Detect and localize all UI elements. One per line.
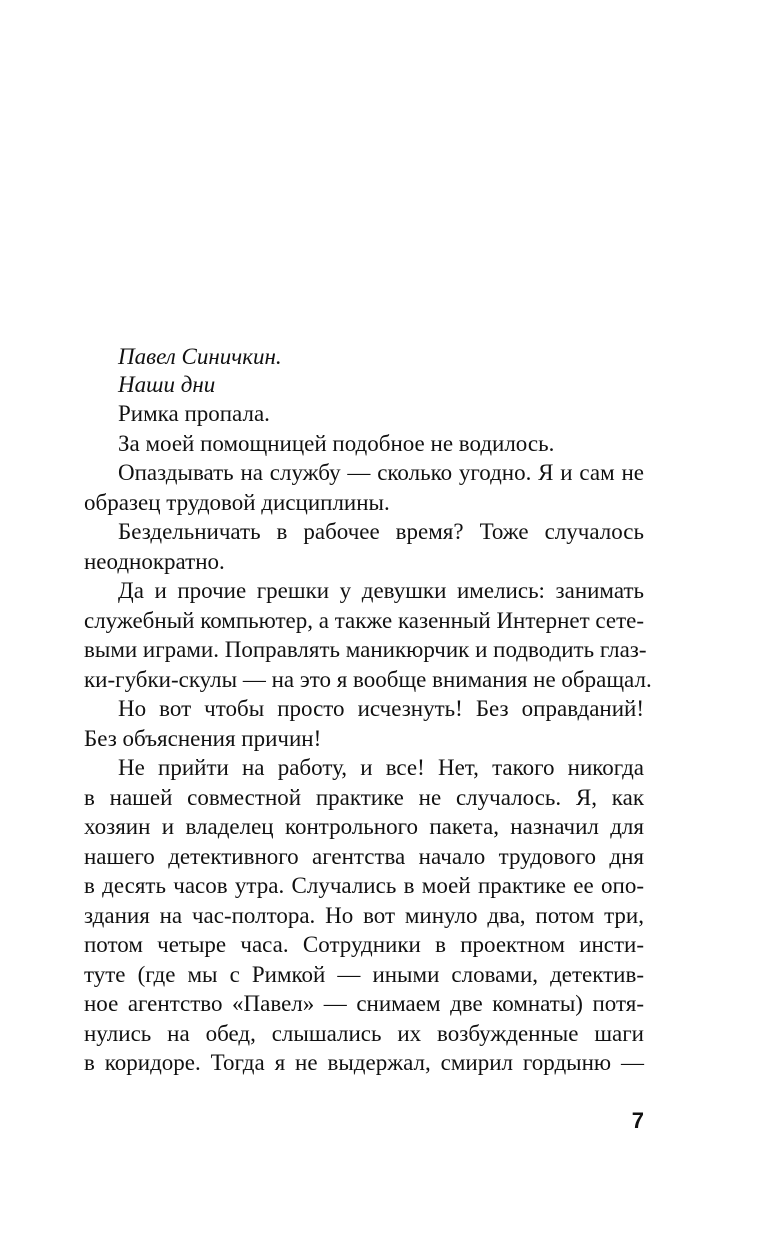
text-line: Да и прочие грешки у девушки имелись: занимать — [118, 578, 644, 603]
text-line: в коридоре. Тогда я не выдержал, смирил гордыню — — [84, 1050, 644, 1075]
chapter-heading — [118, 343, 658, 399]
page-number: 7 — [631, 1108, 644, 1133]
text-line: Опаздывать на службу — сколько угодно. Я и сам не — [118, 460, 644, 485]
text-line: хозяин и владелец контрольного пакета, назначил для — [84, 814, 644, 839]
text-line: здания на час-полтора. Но вот минуло два, потом три, — [84, 902, 644, 928]
text-line: Без объяснения причин! — [84, 725, 322, 751]
text-line: служебный компьютер, а также казенный Интернет сете- — [84, 607, 645, 633]
text-line: нулись на обед, слышались их возбужденные шаги — [84, 1020, 644, 1046]
text-line: туте (где мы с Римкой — иными словами, детектив- — [84, 961, 644, 987]
text-line: неоднократно. — [84, 548, 225, 574]
text-line: За моей помощницей подобное не водилось. — [118, 430, 555, 456]
text-line: ки-губки-скулы — на это я вообще внимания не обращал. — [84, 666, 652, 692]
text-line: ное агентство «Павел» — снимаем две комнаты) потя- — [84, 991, 644, 1016]
text-line: нашего детективного агентства начало трудового дня — [84, 843, 644, 869]
text-line: Римка пропала. — [118, 401, 270, 426]
text-line: потом четыре часа. Сотрудники в проектном инсти- — [84, 932, 644, 957]
text-line: в десять часов утра. Случались в моей практике ее опо- — [84, 873, 644, 898]
heading-line-subtitle: Наши дни — [118, 372, 216, 397]
text-line: выми играми. Поправлять маникюрчик и подводить глаз- — [84, 637, 647, 662]
body-text — [84, 399, 652, 1078]
text-line: Не прийти на работу, и все! Нет, такого никогда — [118, 755, 644, 780]
heading-line-author: Павел Синичкин. — [118, 344, 282, 369]
text-line: образец трудовой дисциплины. — [84, 489, 390, 515]
text-line: Но вот чтобы просто исчезнуть! Без оправданий! — [118, 696, 644, 721]
text-line: в нашей совместной практике не случалось. Я, как — [84, 784, 644, 810]
text-line: Бездельничать в рабочее время? Тоже случалось — [118, 519, 644, 544]
